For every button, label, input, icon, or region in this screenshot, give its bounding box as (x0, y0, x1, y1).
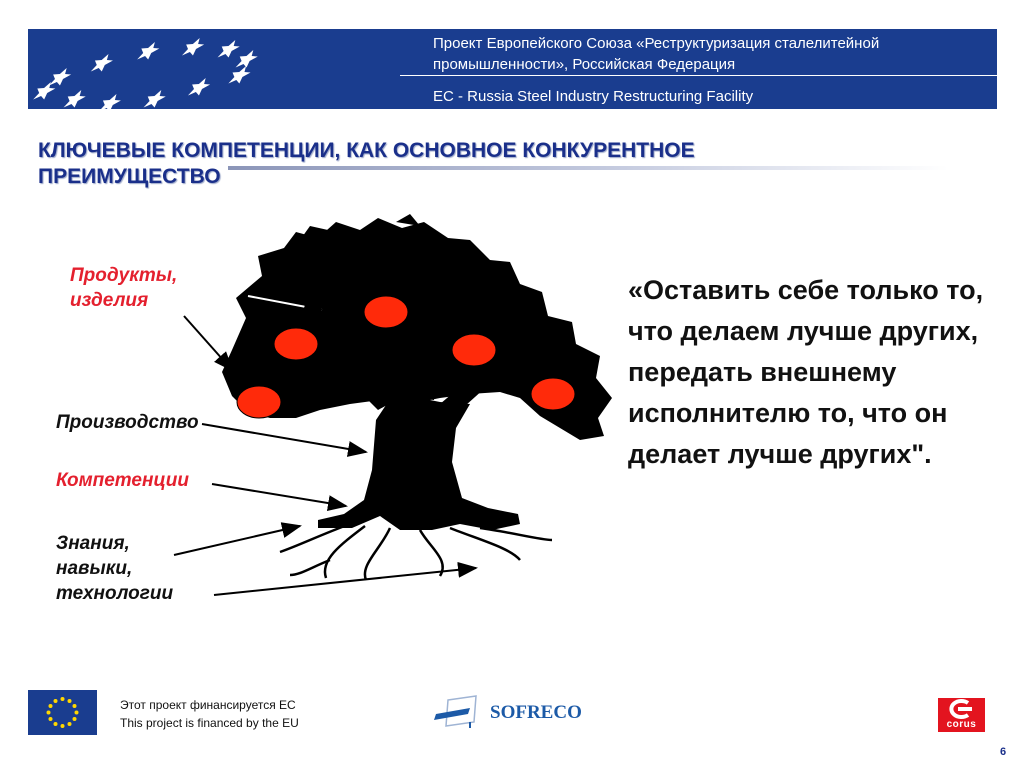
arrow-knowledge-2 (214, 568, 476, 595)
eu-flag-icon (28, 690, 97, 735)
page-number: 6 (1000, 746, 1007, 758)
footer-financing (120, 696, 299, 732)
corus-emblem-icon (938, 698, 985, 720)
fruit (531, 378, 575, 410)
label-competencies: Компетенции (56, 470, 189, 491)
tree-roots (280, 524, 552, 580)
sofreco-logo (430, 694, 600, 732)
corus-wordmark: corus (946, 719, 977, 730)
header-project-title: Проект Европейского Союза «Реструктуризация сталелитейной промышленности», Российская Федерация (433, 35, 880, 73)
sofreco-wordmark: SOFRECO (490, 702, 582, 723)
label-knowledge: Знания, навыки, технологии (56, 533, 174, 604)
quote-text: «Оставить себе только то, что делаем лучше других, передать внешнему исполнителю то, что он делает лучше других". (628, 275, 984, 469)
arrow-competencies (212, 484, 346, 506)
footer-financed-ru: Этот проект финансируется ЕС (120, 698, 296, 712)
sofreco-emblem-icon (430, 694, 488, 732)
arrow-products (184, 316, 232, 370)
fruit (237, 386, 281, 418)
arrow-production (202, 424, 366, 452)
fruit (274, 328, 318, 360)
fruit (364, 296, 408, 328)
corus-logo (938, 698, 985, 732)
header-facility-title: EC - Russia Steel Industry Restructuring Facility (433, 88, 754, 105)
footer-financed-en: This project is financed by the EU (120, 716, 299, 730)
slide-title: КЛЮЧЕВЫЕ КОМПЕТЕНЦИИ, КАК ОСНОВНОЕ КОНКУРЕНТНОЕ ПРЕИМУЩЕСТВО (38, 139, 695, 188)
fruit (452, 334, 496, 366)
label-production: Производство (56, 412, 199, 433)
label-products: Продукты, изделия (70, 265, 178, 311)
